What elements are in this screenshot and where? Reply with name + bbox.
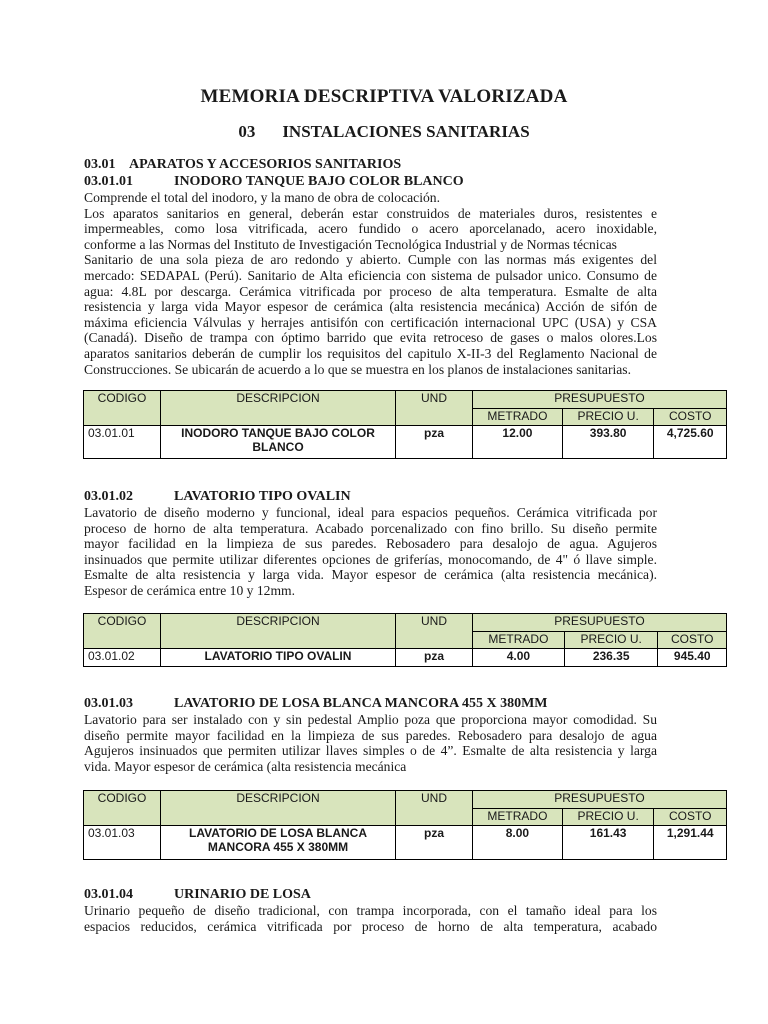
cell-descripcion: LAVATORIO TIPO OVALIN [161, 649, 396, 667]
section-heading [0, 122, 768, 142]
header-metrado: METRADO [473, 809, 563, 826]
cell-metrado: 12.00 [473, 426, 563, 459]
cell-metrado: 8.00 [473, 826, 563, 860]
table-row [84, 426, 727, 459]
text-line: mayor facilidad en la limpieza de sus paredes. Rebosadero para desalojo de agua. Agujeros [84, 536, 657, 552]
item-code: 03.01.04 [84, 887, 133, 902]
item-title: LAVATORIO TIPO OVALIN [174, 489, 351, 504]
text-line: agua: 4.8L por descarga. Cerámica vitrificada por proceso de alta temperatura. Esmalte de alta [84, 283, 657, 299]
header-codigo: CODIGO [84, 614, 161, 649]
section-number: 03 [238, 122, 256, 141]
text-line: Espesor de cerámica entre 10 y 12mm. [84, 582, 296, 598]
subsection-heading [84, 157, 401, 173]
cell-codigo: 03.01.03 [84, 826, 161, 860]
budget-table [83, 790, 727, 860]
header-precio: PRECIO U. [562, 409, 654, 426]
item-description [84, 505, 657, 599]
text-line: vida. Mayor espesor de cerámica (alta resistencia mecánica [84, 758, 407, 774]
text-line: Lavatorio para ser instalado con y sin pedestal Amplio poza que proporciona mayor comodidad. Su [84, 712, 657, 727]
item-title: INODORO TANQUE BAJO COLOR BLANCO [174, 174, 464, 189]
header-metrado: METRADO [473, 632, 565, 649]
text-line: Sanitario de una sola pieza de aro redondo y abierto. Cumple con las normas más exigentes del [84, 252, 657, 268]
text-line: conforme a las Normas del Instituto de Investigación Tecnológica Industrial y de Normas técnicas [84, 236, 617, 252]
cell-descripcion: LAVATORIO DE LOSA BLANCA MANCORA 455 X 380MM [161, 826, 396, 860]
header-costo: COSTO [654, 409, 727, 426]
item-title: LAVATORIO DE LOSA BLANCA MANCORA 455 X 380MM [174, 696, 548, 711]
header-presupuesto: PRESUPUESTO [473, 791, 727, 809]
header-und: UND [396, 614, 473, 649]
cell-precio: 236.35 [564, 649, 658, 667]
header-presupuesto: PRESUPUESTO [473, 614, 727, 632]
cell-codigo: 03.01.01 [84, 426, 161, 459]
header-costo: COSTO [654, 809, 727, 826]
cell-costo: 1,291.44 [654, 826, 727, 860]
item-description [84, 903, 657, 934]
cell-descripcion: INODORO TANQUE BAJO COLOR BLANCO [161, 426, 396, 459]
cell-costo: 945.40 [658, 649, 727, 667]
text-line: espacios reducidos, cerámica vitrificada por proceso de horno de alta temperatura, acabado [84, 918, 657, 934]
cell-und: pza [396, 649, 473, 667]
text-line: Agujeros insinuados que permiten utilizar llaves simples o de 4”. Esmalte de alta resistencia y larga [84, 743, 657, 759]
item-description [84, 712, 657, 774]
header-precio: PRECIO U. [562, 809, 654, 826]
header-presupuesto: PRESUPUESTO [473, 391, 727, 409]
header-codigo: CODIGO [84, 391, 161, 426]
text-line: diseño permite mayor facilidad en la limpieza de sus paredes. Rebosadero para desalojo de agua [84, 727, 657, 743]
item-heading [84, 696, 548, 712]
text-line: Urinario pequeño de diseño tradicional, con trampa incorporada, con el tamaño ideal para los [84, 903, 657, 918]
item-code: 03.01.03 [84, 696, 133, 711]
text-line: insinuados que permite utilizar diferentes opciones de griferías, monocomando, de 4" ó llave simple. [84, 551, 657, 567]
item-code: 03.01.02 [84, 489, 133, 504]
item-description [84, 190, 657, 377]
cell-codigo: 03.01.02 [84, 649, 161, 667]
cell-und: pza [396, 426, 473, 459]
item-heading [84, 174, 464, 190]
cell-precio: 393.80 [562, 426, 654, 459]
header-costo: COSTO [658, 632, 727, 649]
budget-table [83, 390, 727, 459]
subsection-name: APARATOS Y ACCESORIOS SANITARIOS [129, 157, 402, 172]
text-line: mercado: SEDAPAL (Perú). Sanitario de Alta eficiencia con sistema de pulsador unico. Consumo de [84, 267, 657, 283]
item-title: URINARIO DE LOSA [174, 887, 311, 902]
header-und: UND [396, 791, 473, 826]
table-row [84, 826, 727, 860]
text-line: Esmalte de alta resistencia y larga vida. Mayor espesor de cerámica (alta resistencia mecánica). [84, 567, 657, 583]
text-line: impermeables, como losa vitrificada, acero fundido o acero aporcelanado, acero inoxidable, [84, 221, 657, 237]
table-row [84, 649, 727, 667]
text-line: aparatos sanitarios deberán de cumplir los requisitos del capitulo X-II-3 del Reglamento Nacional de [84, 345, 657, 361]
text-line: proceso de horno de alta temperatura. Acabado porcenalizado con fino brillo. Su diseño permite [84, 520, 657, 536]
item-code: 03.01.01 [84, 174, 133, 189]
budget-table [83, 613, 727, 667]
document-title: MEMORIA DESCRIPTIVA VALORIZADA [200, 86, 568, 107]
text-line: Construcciones. Se ubicarán de acuerdo a lo que se muestra en los planos de instalaciones sanitarias. [84, 361, 631, 377]
cell-metrado: 4.00 [473, 649, 565, 667]
header-metrado: METRADO [473, 409, 563, 426]
item-heading [84, 489, 351, 505]
text-line: resistencia y larga vida Mayor espesor de cerámica (alta resistencia mecánica) Acción de sifón de [84, 299, 657, 315]
item-heading [84, 887, 311, 903]
section-name: INSTALACIONES SANITARIAS [282, 122, 530, 141]
subsection-code: 03.01 [84, 157, 116, 172]
cell-precio: 161.43 [562, 826, 654, 860]
text-line: (Canadá). Diseño de trampa con óptimo barrido que evita retroceso de gases o malos olores.Los [84, 330, 657, 346]
text-line: Lavatorio de diseño moderno y funcional, ideal para espacios pequeños. Cerámica vitrificada por [84, 505, 657, 520]
header-descripcion: DESCRIPCION [161, 391, 396, 426]
cell-costo: 4,725.60 [654, 426, 727, 459]
text-line: máxima eficiencia Válvulas y herrajes antisifón con certificación internacional UPC (USA) y CSA [84, 314, 657, 330]
cell-und: pza [396, 826, 473, 860]
text-line: Los aparatos sanitarios en general, deberán estar construidos de materiales duros, resistentes e [84, 205, 657, 221]
header-und: UND [396, 391, 473, 426]
header-codigo: CODIGO [84, 791, 161, 826]
header-precio: PRECIO U. [564, 632, 658, 649]
header-descripcion: DESCRIPCION [161, 614, 396, 649]
header-descripcion: DESCRIPCION [161, 791, 396, 826]
text-line: Comprende el total del inodoro, y la mano de obra de colocación. [84, 190, 440, 205]
